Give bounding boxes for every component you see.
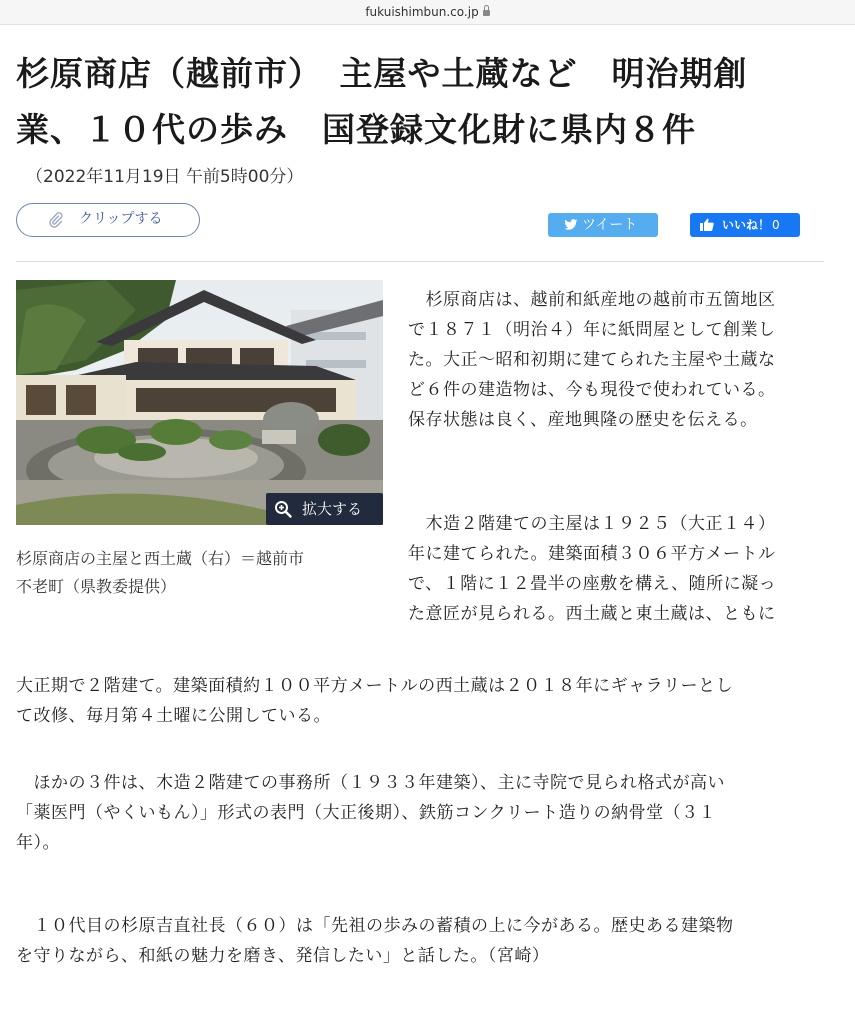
clip-button[interactable] <box>16 203 200 237</box>
body-paragraph-2 <box>408 509 776 629</box>
body-line: 年）。 <box>16 833 60 853</box>
body-paragraph-4 <box>16 911 734 971</box>
tweet-button-label: ツイート <box>582 217 638 233</box>
body-line: 保存状態は良く、産地興隆の歴史を伝える。 <box>408 410 758 430</box>
body-line: た意匠が見られる。西土蔵と東土蔵は、ともに <box>408 604 776 624</box>
body-line: た。大正～昭和初期に建てられた主屋や土蔵な <box>408 350 776 370</box>
twitter-bird-icon <box>564 219 578 231</box>
article-title <box>16 46 836 158</box>
url-text: fukuishimbun.co.jp <box>365 5 479 19</box>
body-line: １０代目の杉原吉直社長（６０）は「先祖の歩みの蓄積の上に今がある。歴史ある建築物 <box>16 916 734 936</box>
caption-line: 杉原商店の主屋と西土蔵（右）＝越前市 <box>16 549 305 568</box>
paperclip-icon <box>49 212 63 228</box>
lock-icon <box>483 10 490 16</box>
body-line: で１８７１（明治４）年に紙問屋として創業し <box>408 320 776 340</box>
title-line: 杉原商店（越前市） 主屋や土蔵など 明治期創 <box>16 54 748 93</box>
body-line: 「薬医門（やくいもん）」形式の表門（大正後期）、鉄筋コンクリート造りの納骨堂（３１ <box>16 803 717 823</box>
like-button-label: いいね！ <box>722 218 771 232</box>
body-line: 大正期で２階建て。建築面積約１００平方メートルの西土蔵は２０１８年にギャラリーとし <box>16 676 734 696</box>
title-line: 業、１０代の歩み 国登録文化財に県内８件 <box>16 110 696 149</box>
body-line: て改修、毎月第４土曜に公開している。 <box>16 706 331 726</box>
body-paragraph-3 <box>16 768 725 858</box>
browser-url-bar[interactable] <box>0 0 855 25</box>
zoom-button-label: 拡大する <box>302 500 363 518</box>
body-line: 杉原商店は、越前和紙産地の越前市五箇地区 <box>408 290 776 310</box>
body-line: ど６件の建造物は、今も現役で使われている。 <box>408 380 776 400</box>
body-paragraph-2-cont <box>16 671 733 731</box>
like-count: 0 <box>772 218 780 232</box>
publish-date: （2022年11月19日 午前5時00分） <box>26 167 304 187</box>
zoom-button[interactable] <box>266 493 383 525</box>
body-paragraph-1 <box>408 285 776 435</box>
body-line: ほかの３件は、木造２階建ての事務所（１９３３年建築）、主に寺院で見られ格式が高い <box>16 773 725 793</box>
body-line: で、１階に１２畳半の座敷を構え、随所に凝っ <box>408 574 777 594</box>
house-garden-photo <box>16 280 383 525</box>
like-button[interactable] <box>690 213 800 237</box>
article-photo[interactable] <box>16 280 383 525</box>
thumbs-up-icon <box>700 218 714 231</box>
body-line: 木造２階建ての主屋は１９２５（大正１４） <box>408 514 776 534</box>
body-line: 年に建てられた。建築面積３０６平方メートル <box>408 544 776 564</box>
photo-caption <box>16 545 388 601</box>
header-divider <box>16 261 824 262</box>
magnifier-plus-icon <box>274 500 292 518</box>
caption-line: 不老町（県教委提供） <box>16 577 177 596</box>
tweet-button[interactable] <box>548 213 658 237</box>
body-line: を守りながら、和紙の魅力を磨き、発信したい」と話した。（宮崎） <box>16 946 550 966</box>
clip-button-label: クリップする <box>79 211 163 227</box>
